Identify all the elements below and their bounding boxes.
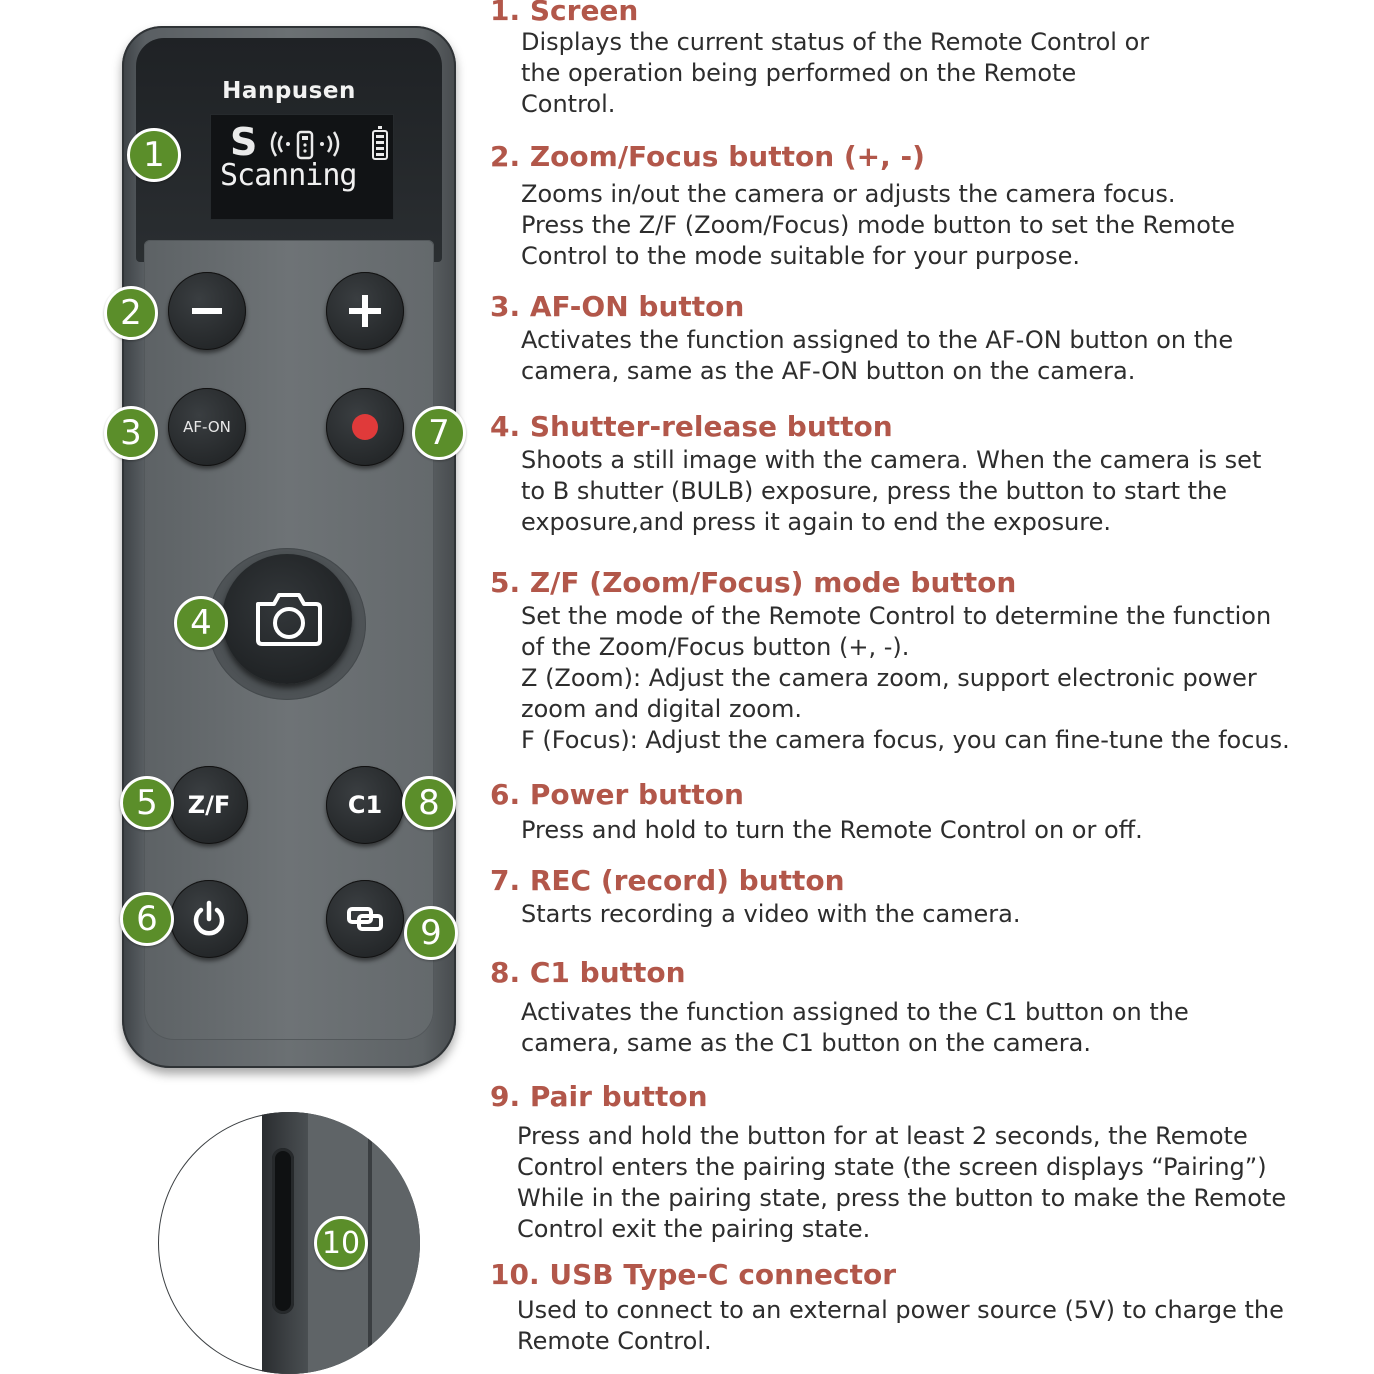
brand-label: Hanpusen [222, 78, 356, 104]
desc-usb [490, 1258, 1284, 1357]
power-icon [189, 899, 229, 939]
af-on-label: AF-ON [183, 418, 231, 436]
screen-status-text: Scanning [220, 158, 357, 193]
rec-button[interactable] [326, 388, 404, 466]
shutter-release-button[interactable] [222, 554, 352, 684]
marker-8: 8 [402, 776, 456, 830]
zf-label: Z/F [187, 791, 231, 819]
desc-body: Activates the function assigned to the AF-ON button on the camera, same as the AF-ON button on the camera. [521, 326, 1234, 385]
marker-2: 2 [104, 286, 158, 340]
marker-4: 4 [174, 596, 228, 650]
desc-zoom-focus [490, 140, 1235, 272]
desc-rec [490, 864, 1021, 930]
desc-body: Shoots a still image with the camera. When the camera is set to B shutter (BULB) exposure, press the button to start the exposure,and press it again to end the exposure. [521, 446, 1262, 536]
remote-side-groove [368, 1112, 372, 1374]
desc-body: Set the mode of the Remote Control to determine the function of the Zoom/Focus button (+, -). Z (Zoom): Adjust the camera zoom, support electronic power zoom and digital zoom. F (Focus): Adjust the camera focus, you can fine-tune the focus. [521, 602, 1290, 754]
desc-body: Used to connect to an external power source (5V) to charge the Remote Control. [517, 1296, 1284, 1355]
zoom-plus-button[interactable] [326, 272, 404, 350]
battery-icon [372, 130, 388, 160]
desc-body: Starts recording a video with the camera. [521, 900, 1021, 928]
desc-title: 1. Screen [490, 0, 639, 27]
desc-body: Zooms in/out the camera or adjusts the camera focus. Press the Z/F (Zoom/Focus) mode button to set the Remote Control to the mode suitable for your purpose. [521, 180, 1236, 270]
c1-button[interactable] [326, 766, 404, 844]
desc-title: 5. Z/F (Zoom/Focus) mode button [490, 566, 1017, 599]
power-button[interactable] [170, 880, 248, 958]
usb-detail-zoom [158, 1112, 420, 1374]
marker-10: 10 [314, 1216, 368, 1270]
desc-body: Activates the function assigned to the C1 button on the camera, same as the C1 button on the camera. [521, 998, 1189, 1057]
desc-title: 10. USB Type-C connector [490, 1258, 897, 1291]
record-dot-icon [350, 412, 380, 442]
desc-body: Press and hold to turn the Remote Control on or off. [521, 816, 1143, 844]
zf-mode-button[interactable] [170, 766, 248, 844]
marker-6: 6 [120, 892, 174, 946]
desc-title: 9. Pair button [490, 1080, 708, 1113]
desc-shutter [490, 410, 1261, 538]
pair-button[interactable] [326, 880, 404, 958]
desc-title: 7. REC (record) button [490, 864, 845, 897]
desc-title: 2. Zoom/Focus button (+, -) [490, 140, 925, 173]
camera-icon [222, 554, 352, 684]
remote-screen [210, 114, 394, 220]
af-on-button[interactable] [168, 388, 246, 466]
desc-af-on [490, 290, 1233, 387]
remote-top-panel [136, 38, 442, 262]
desc-pair [490, 1080, 1286, 1245]
screen-mode-label: S [230, 120, 258, 164]
marker-5: 5 [120, 776, 174, 830]
desc-body: Press and hold the button for at least 2 seconds, the Remote Control enters the pairing state (the screen displays “Pairing”) While in the pairing state, press the button to make the Remote Control exit the pairing state. [517, 1122, 1287, 1243]
c1-label: C1 [347, 791, 383, 819]
usb-c-port[interactable] [272, 1148, 294, 1314]
desc-title: 8. C1 button [490, 956, 686, 989]
desc-screen [490, 0, 1149, 120]
wireless-remote-icon [268, 128, 348, 160]
desc-title: 3. AF-ON button [490, 290, 745, 323]
minus-icon [190, 294, 224, 328]
desc-zf-mode [490, 566, 1290, 756]
desc-body: Displays the current status of the Remote Control or the operation being performed on the Remote Control. [521, 28, 1150, 118]
desc-power [490, 778, 1143, 846]
zoom-minus-button[interactable] [168, 272, 246, 350]
desc-title: 4. Shutter-release button [490, 410, 893, 443]
plus-icon [347, 293, 383, 329]
marker-3: 3 [104, 406, 158, 460]
marker-9: 9 [404, 906, 458, 960]
desc-c1 [490, 956, 1189, 1059]
desc-title: 6. Power button [490, 778, 744, 811]
marker-1: 1 [127, 128, 181, 182]
marker-7: 7 [412, 406, 466, 460]
pair-icon [345, 899, 385, 939]
